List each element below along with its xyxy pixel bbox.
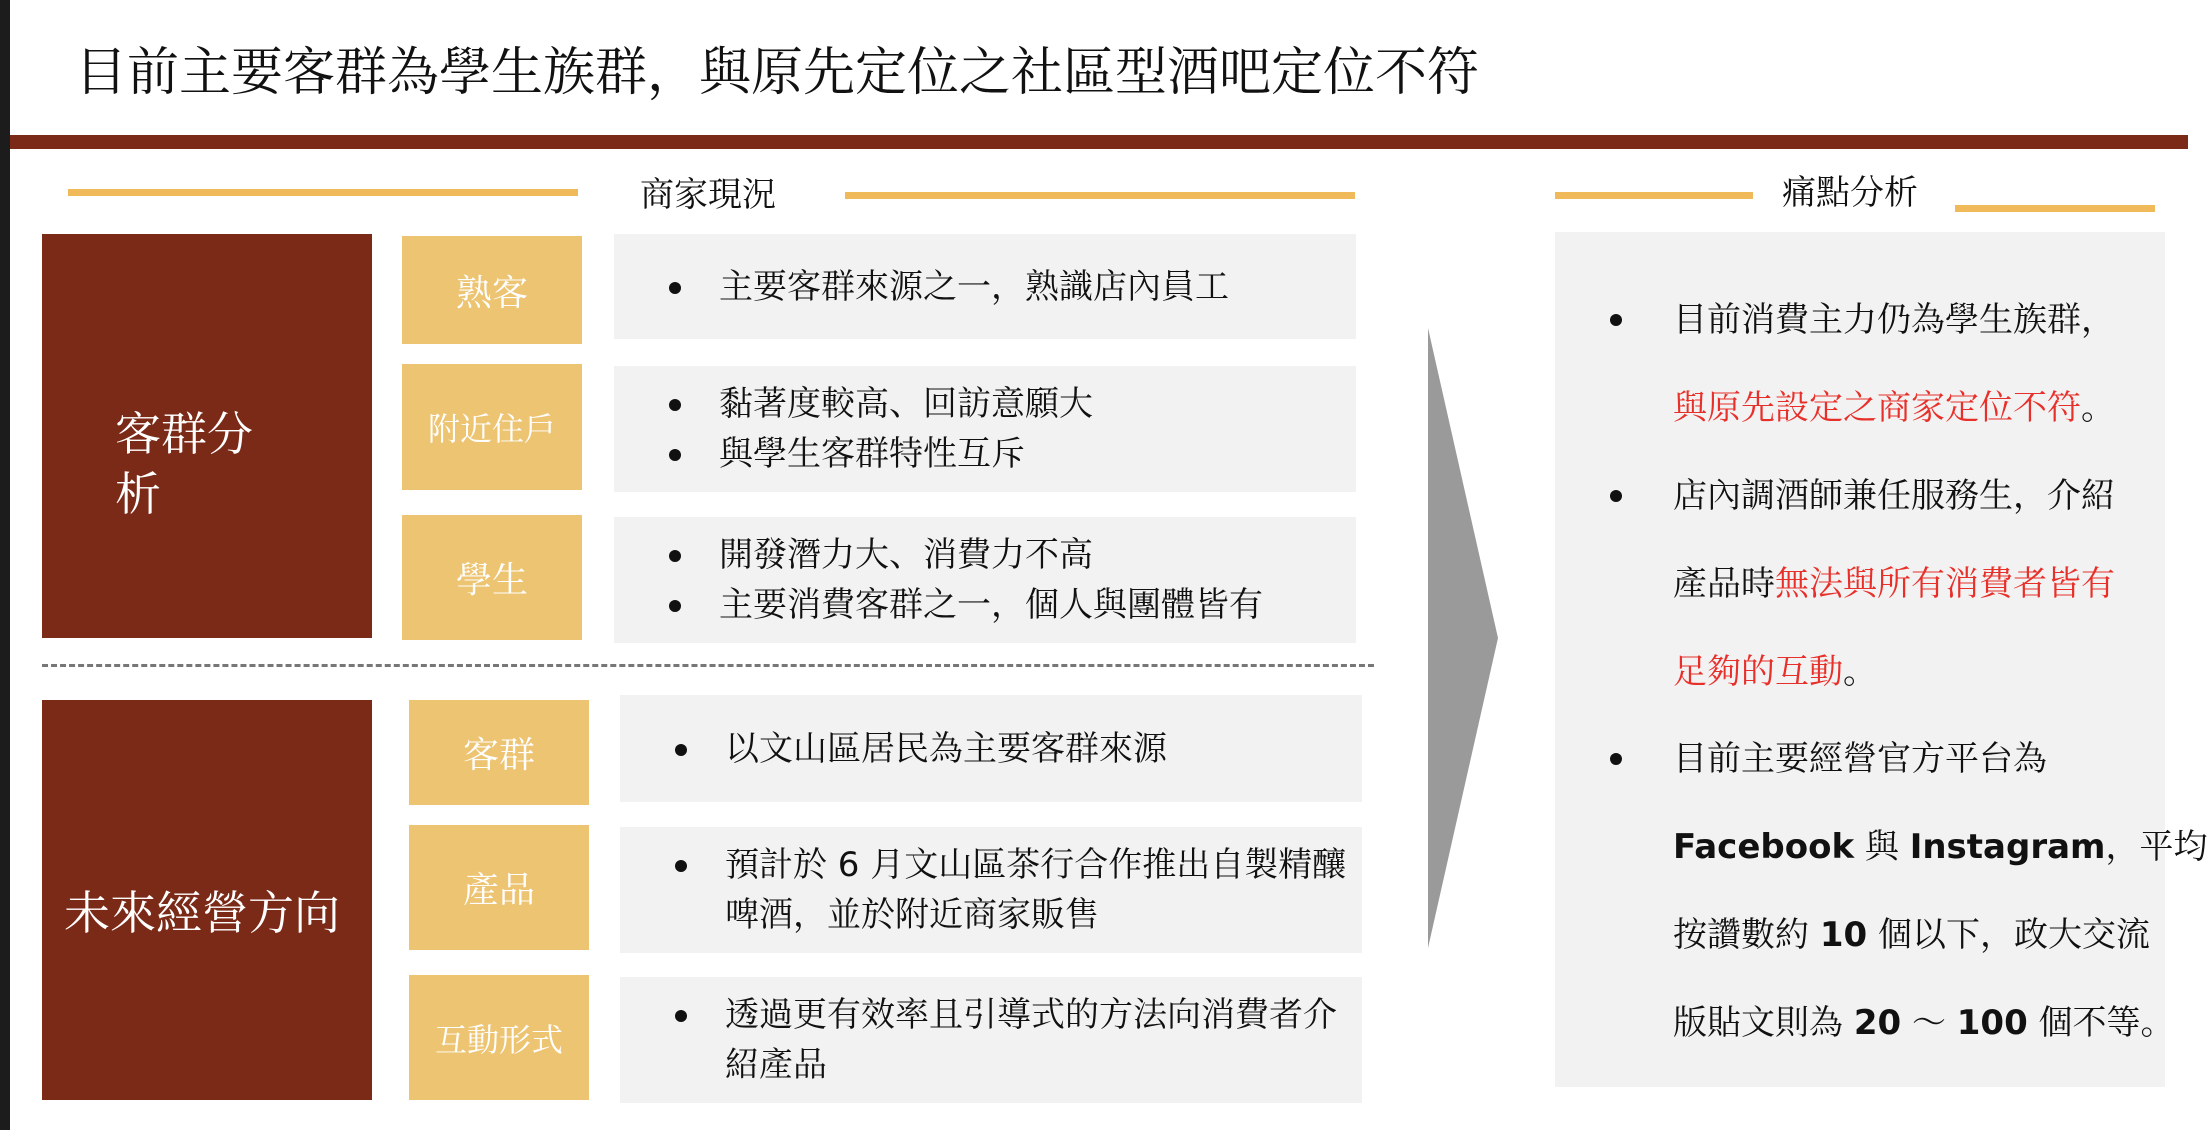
pain-point-1-line1: 目前消費主力仍為學生族群，	[1673, 300, 2115, 340]
posts-min: 20	[1853, 1003, 1902, 1043]
bullet-item: 黏著度較高、回訪意願大	[654, 379, 1356, 429]
bullet-item: 主要消費客群之一，個人與團體皆有	[654, 580, 1356, 630]
pain-point-1-highlight: 與原先設定之商家定位不符	[1673, 388, 2081, 428]
pain-point-3-line4	[1610, 979, 2207, 1067]
left-edge-bar	[0, 0, 10, 1130]
section-label-pain-points: 痛點分析	[1782, 173, 1918, 213]
pain-points-box	[1555, 232, 2207, 1087]
tag-interaction-form: 互動形式	[409, 975, 589, 1100]
tag-regulars: 熟客	[402, 236, 582, 344]
box-interaction-form	[620, 977, 1362, 1103]
title-rule	[10, 135, 2188, 149]
pain-point-2-highlight-a: 無法與所有消費者皆有	[1775, 564, 2115, 604]
box-nearby-residents	[614, 366, 1356, 492]
section-right-line-1	[1555, 192, 1753, 199]
box-customer-group	[620, 695, 1362, 802]
dashed-divider	[42, 664, 1374, 667]
box-regulars	[614, 234, 1356, 339]
pain-point-3-line3	[1610, 891, 2207, 979]
box-product	[620, 827, 1362, 953]
pain-point-3-posts-end: 個不等。	[2027, 1003, 2175, 1043]
pain-point-3-likes-start: 按讚數約	[1673, 915, 1820, 955]
likes-count: 10	[1819, 915, 1868, 955]
bullet-item: 與學生客群特性互斥	[654, 429, 1356, 479]
pain-point-2-end: 。	[1843, 652, 1877, 692]
pain-point-3-likes-end: 個以下，政大交流	[1867, 915, 2150, 955]
pain-point-2-line3	[1610, 628, 2115, 716]
section-left-line-1	[68, 189, 578, 196]
tag-product: 產品	[409, 825, 589, 950]
bullet-item: 透過更有效率且引導式的方法向消費者介紹產品	[660, 990, 1365, 1090]
box-students	[614, 517, 1356, 643]
section-left-line-2	[845, 192, 1355, 199]
pain-point-3-line1: 目前主要經營官方平台為	[1673, 739, 2047, 779]
bullet-item: 以文山區居民為主要客群來源	[660, 724, 1362, 774]
pain-point-2	[1610, 452, 2115, 716]
chevron-arrow-icon	[1428, 328, 1498, 948]
pain-point-3-tilde: ～	[1901, 1003, 1957, 1043]
tag-students: 學生	[402, 515, 582, 640]
pain-point-2-line1: 店內調酒師兼任服務生，介紹	[1673, 476, 2115, 516]
pain-point-1-end: 。	[2081, 388, 2115, 428]
future-direction-label: 未來經營方向	[42, 700, 372, 1100]
pain-point-3-line2	[1610, 803, 2207, 891]
pain-point-2-highlight-b: 足夠的互動	[1673, 652, 1843, 692]
posts-max: 100	[1956, 1003, 2028, 1043]
pain-point-2-line2	[1610, 540, 2115, 628]
pain-point-2-start: 產品時	[1673, 564, 1775, 604]
facebook-text: Facebook	[1673, 827, 1855, 867]
pain-point-3-and: 與	[1854, 827, 1910, 867]
pain-point-3-posts-start: 版貼文則為	[1673, 1003, 1854, 1043]
bullet-item: 預計於 6 月文山區茶行合作推出自製精釀啤酒，並於附近商家販售	[660, 840, 1365, 940]
tag-nearby-residents: 附近住戶	[402, 364, 582, 490]
tag-customer-group: 客群	[409, 700, 589, 805]
bullet-item: 開發潛力大、消費力不高	[654, 530, 1356, 580]
customer-analysis-label-line2: 析	[115, 467, 161, 521]
bullet-item: 主要客群來源之一，熟識店內員工	[654, 262, 1356, 312]
pain-point-1-line2	[1610, 364, 2115, 452]
pain-point-3-avg: ，平均	[2105, 827, 2207, 867]
instagram-text: Instagram	[1909, 827, 2106, 867]
pain-point-3	[1610, 715, 2207, 1067]
pain-point-1	[1610, 276, 2115, 452]
section-right-line-2	[1955, 205, 2155, 212]
slide-title: 目前主要客群為學生族群，與原先定位之社區型酒吧定位不符	[75, 43, 1480, 103]
customer-analysis-label-line1: 客群分	[115, 407, 253, 461]
section-label-merchant-status: 商家現況	[640, 175, 776, 215]
customer-analysis-label	[42, 234, 372, 638]
